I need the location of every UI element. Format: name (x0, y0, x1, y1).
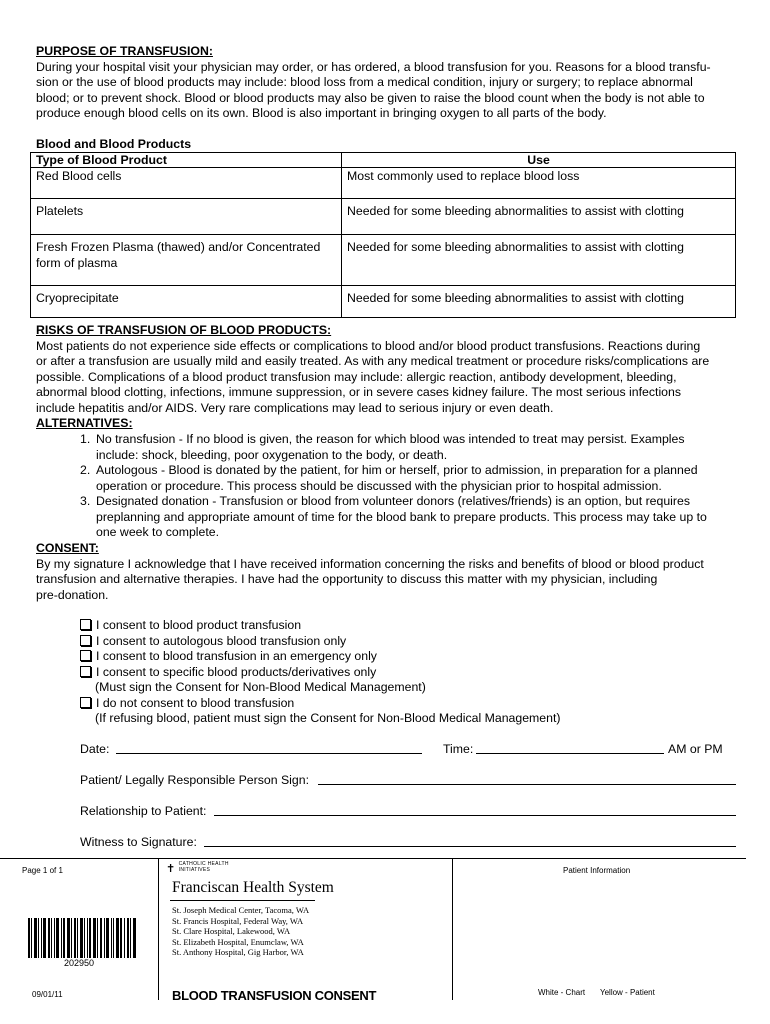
alternative-item (80, 463, 730, 494)
alternative-item (80, 494, 730, 541)
table-row (31, 199, 736, 235)
consent-title: CONSENT: (36, 541, 99, 555)
footer-divider-right (452, 858, 453, 1000)
date-field[interactable] (116, 753, 422, 754)
consent-text-3: pre-donation. (36, 587, 109, 602)
col-header-use: Use (342, 153, 736, 168)
checkbox-icon[interactable] (80, 635, 91, 646)
alternative-text: preplanning and appropriate amount of time for the blood bank to prepare products. This process may take up to (96, 509, 707, 524)
consent-option-label: I consent to autologous blood transfusion only (96, 634, 347, 648)
time-label: Time: (443, 742, 474, 756)
copy-white-label: White - Chart (538, 988, 586, 997)
alternative-text: include: shock, bleeding, poor oxygenation to the body, or death. (96, 447, 448, 462)
risks-section (36, 323, 746, 432)
products-heading: Blood and Blood Products (36, 137, 192, 151)
alternative-text: Autologous - Blood is donated by the patient, for him or herself, prior to admission, in preparation for a planned (96, 463, 698, 477)
consent-option-autologous[interactable] (80, 634, 346, 650)
footer-divider-left (158, 858, 159, 1000)
alternative-text: one week to complete. (96, 525, 220, 539)
alternative-text: Designated donation - Transfusion or blood from volunteer donors (relatives/friends) is an option, but requires (96, 494, 690, 508)
hospital-list (172, 905, 309, 958)
am-pm-label: AM or PM (668, 742, 723, 756)
alternative-text: operation or procedure. This process should be discussed with the physician prior to hospital admission. (96, 478, 662, 493)
risks-text-1: Most patients do not experience side effects or complications to blood and/or blood product transfusions. Reactions during (36, 338, 701, 353)
hospital-item: St. Anthony Hospital, Gig Harbor, WA (172, 947, 304, 957)
relationship-field[interactable] (214, 815, 736, 816)
product-use: Needed for some bleeding abnormalities to assist with clotting (342, 199, 736, 235)
consent-option-label: I consent to blood transfusion in an emergency only (96, 649, 377, 663)
consent-option-label: I consent to blood product transfusion (96, 618, 302, 632)
chi-logo (166, 861, 239, 877)
checkbox-icon[interactable] (80, 697, 91, 708)
purpose-text-2: sion or the use of blood products may include: blood loss from a medical condition, injury or surgery; to replace abnormal (36, 75, 693, 89)
consent-note-specific: (Must sign the Consent for Non-Blood Medical Management) (95, 680, 426, 694)
organization-name: Franciscan Health System (172, 879, 334, 896)
barcode-number: 202950 (64, 958, 95, 968)
product-type: Red Blood cells (31, 168, 342, 199)
product-use: Needed for some bleeding abnormalities to assist with clotting (342, 235, 736, 286)
consent-option-decline[interactable] (80, 696, 294, 712)
copy-yellow-label: Yellow - Patient (600, 988, 655, 997)
blood-products-table (30, 152, 736, 318)
form-title: BLOOD TRANSFUSION CONSENT (172, 988, 377, 1003)
consent-text-2: transfusion and alternative therapies. I have had the opportunity to discuss this matter with my physician, including (36, 572, 658, 586)
patient-sign-label: Patient/ Legally Responsible Person Sign: (80, 773, 309, 787)
witness-label: Witness to Signature: (80, 835, 197, 849)
page-number: Page 1 of 1 (22, 866, 63, 875)
risks-text-5: include hepatitis and/or AIDS. Very rare complications may lead to serious injury or even death. (36, 400, 554, 415)
chi-name: CATHOLIC HEALTH INITIATIVES (178, 861, 229, 873)
purpose-title: PURPOSE OF TRANSFUSION: (36, 44, 213, 58)
hospital-item: St. Clare Hospital, Lakewood, WA (172, 926, 291, 936)
time-field[interactable] (476, 753, 664, 754)
consent-note-decline: (If refusing blood, patient must sign the Consent for Non-Blood Medical Management) (95, 711, 561, 725)
col-header-type: Type of Blood Product (31, 153, 342, 168)
barcode (28, 918, 136, 958)
hospital-item: St. Elizabeth Hospital, Enumclaw, WA (172, 936, 304, 947)
purpose-text-4: produce enough blood cells on its own. Blood is also important in bringing oxygen to all parts of the body. (36, 106, 607, 120)
date-label: Date: (80, 742, 110, 756)
cross-icon: ✝ (166, 863, 176, 875)
relationship-label: Relationship to Patient: (80, 804, 207, 818)
risks-text-2: or after a transfusion are usually mild and easily treated. As with any medical treatment or procedure risks/complications are (36, 354, 710, 368)
consent-option-label: I consent to specific blood products/derivatives only (96, 665, 377, 679)
consent-section (36, 541, 746, 603)
logo-rule (170, 900, 315, 901)
alternative-number: 2. (80, 463, 91, 477)
purpose-text-1: During your hospital visit your physician may order, or has ordered, a blood transfusion for you. Reasons for a blood transfu- (36, 59, 711, 74)
product-type: Fresh Frozen Plasma (thawed) and/or Concentrated form of plasma (31, 235, 342, 286)
risks-text-4: abnormal blood clotting, infections, immune suppression, or in severe cases kidney failure. The most serious infections (36, 385, 681, 399)
purpose-text-3: blood; or to prevent shock. Blood or blood products may also be given to raise the blood count when the body is not able to (36, 90, 705, 105)
patient-info-label: Patient Information (563, 866, 631, 875)
consent-option-label: I do not consent to blood transfusion (96, 696, 295, 710)
hospital-item: St. Francis Hospital, Federal Way, WA (172, 915, 304, 926)
checkbox-icon[interactable] (80, 650, 91, 661)
risks-title: RISKS OF TRANSFUSION OF BLOOD PRODUCTS: (36, 323, 332, 337)
purpose-section (36, 44, 746, 122)
table-row (31, 168, 736, 199)
alternatives-title: ALTERNATIVES: (36, 416, 133, 430)
consent-option-transfusion[interactable] (80, 618, 301, 634)
product-type: Platelets (31, 199, 342, 235)
witness-signature-field[interactable] (204, 846, 736, 847)
alternative-number: 1. (80, 432, 91, 446)
table-row (31, 286, 736, 318)
footer-divider (0, 858, 746, 859)
checkbox-icon[interactable] (80, 666, 91, 677)
table-row (31, 235, 736, 286)
consent-option-emergency[interactable] (80, 649, 377, 665)
hospital-item: St. Joseph Medical Center, Tacoma, WA (172, 905, 310, 915)
product-use: Needed for some bleeding abnormalities to assist with clotting (342, 286, 736, 318)
product-type: Cryoprecipitate (31, 286, 342, 318)
product-use: Most commonly used to replace blood loss (342, 168, 736, 199)
consent-text-1: By my signature I acknowledge that I have received information concerning the risks and benefits of blood or blood product (36, 556, 704, 571)
consent-option-specific[interactable] (80, 665, 376, 681)
risks-text-3: possible. Complications of a blood product transfusion may include: allergic reaction, antibody development, bleeding, (36, 369, 677, 384)
checkbox-icon[interactable] (80, 619, 91, 630)
revision-date: 09/01/11 (32, 990, 63, 999)
alternative-text: No transfusion - If no blood is given, the reason for which blood was intended to treat may persist. Examples (96, 432, 685, 446)
alternative-item (80, 432, 730, 463)
alternative-number: 3. (80, 494, 91, 508)
patient-signature-field[interactable] (318, 784, 736, 785)
